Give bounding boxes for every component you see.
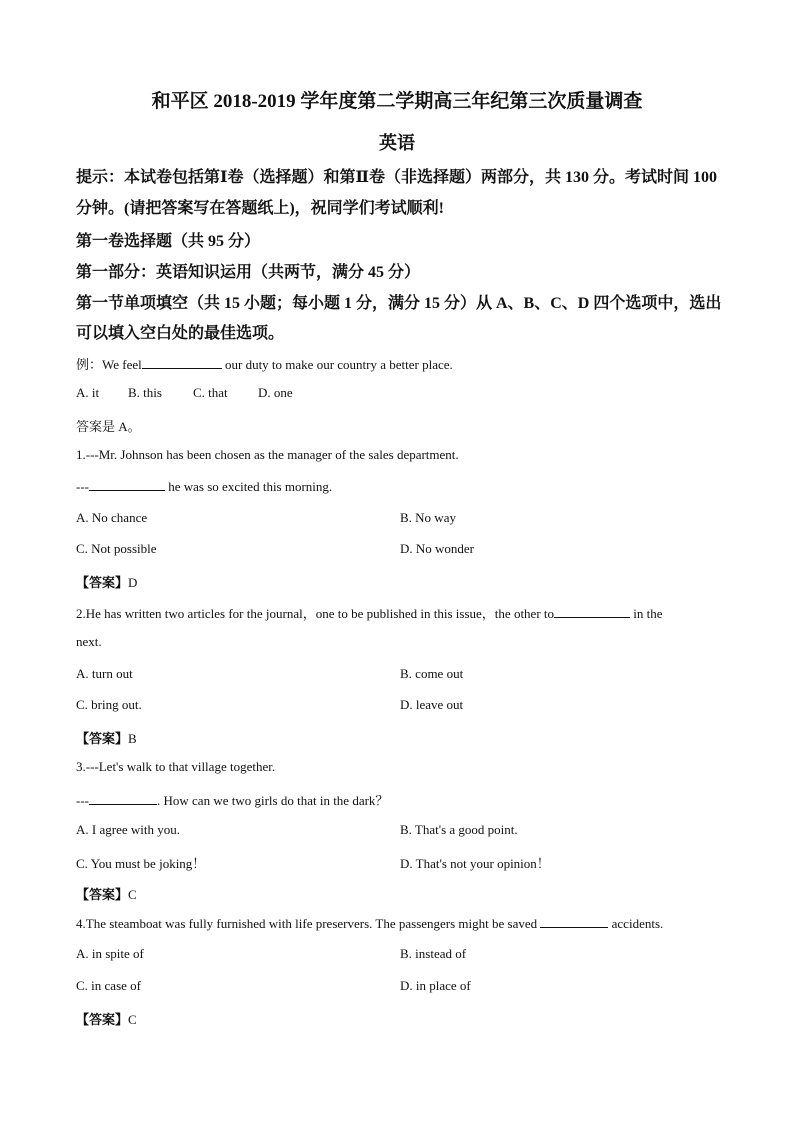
question-2-answer: [76, 728, 137, 747]
question-4-option-b: B. instead of: [400, 946, 467, 961]
answer-blank: [142, 356, 222, 369]
question-3-option-c: C. You must be joking！: [76, 856, 206, 871]
answer-value: D: [128, 575, 138, 590]
answer-value: B: [128, 731, 137, 746]
question-3-text-post: . How can we two girls do that in the dark？: [157, 793, 389, 808]
answer-tag: 【答案】: [76, 887, 129, 902]
section-heading-line-1: 第一节单项填空（共 15 小题；每小题 1 分，满分 15 分）从 A、B、C、D 四个选项中，选出: [76, 295, 722, 312]
answer-blank: [89, 478, 165, 491]
exam-title: 和平区 2018-2019 学年度第二学期高三年纪第三次质量调查: [151, 91, 643, 112]
example-option-a: A. it: [76, 385, 100, 400]
answer-blank: [554, 605, 630, 618]
question-1-answer: [76, 572, 137, 591]
example-option-b: B. this: [128, 385, 162, 400]
question-3-answer: [76, 884, 137, 903]
question-1-option-a: A. No chance: [76, 510, 148, 525]
answer-value: C: [128, 887, 137, 902]
question-4-option-c: C. in case of: [76, 978, 141, 993]
section-heading-line-2: 可以填入空白处的最佳选项。: [76, 325, 285, 342]
question-2-line-2: next.: [76, 634, 102, 649]
question-4-option-d: D. in place of: [400, 978, 471, 993]
example-answer: 答案是 A。: [76, 419, 141, 434]
question-1-line-2: [76, 478, 332, 495]
question-2-line-1: [76, 603, 663, 622]
answer-tag: 【答案】: [76, 1012, 129, 1027]
question-1-option-d: D. No wonder: [400, 541, 475, 556]
question-2-text-post: in the: [630, 606, 663, 621]
answer-blank: [540, 915, 608, 928]
part-heading: 第一部分：英语知识运用（共两节，满分 45 分）: [76, 264, 421, 281]
question-1-option-c: C. Not possible: [76, 541, 157, 556]
question-1-text-post: he was so excited this morning.: [165, 479, 333, 494]
example-option-d: D. one: [258, 385, 293, 400]
dialog-dash: ---: [76, 479, 89, 494]
answer-blank: [89, 792, 157, 805]
question-4-text-pre: 4.The steamboat was fully furnished with life preservers. The passengers might be saved: [76, 916, 538, 931]
question-3-option-d: D. That's not your opinion！: [400, 856, 550, 871]
question-2-option-b: B. come out: [400, 666, 464, 681]
question-2-option-a: A. turn out: [76, 666, 133, 681]
dialog-dash: ---: [76, 793, 89, 808]
answer-value: C: [128, 1012, 137, 1027]
question-4-option-a: A. in spite of: [76, 946, 144, 961]
answer-tag: 【答案】: [76, 731, 129, 746]
question-3-option-a: A. I agree with you.: [76, 822, 180, 837]
example-text-post: our duty to make our country a better place.: [221, 357, 453, 372]
answer-tag: 【答案】: [76, 575, 129, 590]
volume-heading: 第一卷选择题（共 95 分）: [76, 233, 261, 250]
example-option-c: C. that: [193, 385, 228, 400]
question-3-line-1: 3.---Let's walk to that village together.: [76, 759, 276, 774]
question-4-text-post: accidents.: [608, 916, 664, 931]
subject-title: 英语: [379, 133, 415, 153]
question-1-option-b: B. No way: [400, 510, 456, 525]
question-3-option-b: B. That's a good point.: [400, 822, 518, 837]
question-2-option-c: C. bring out.: [76, 697, 142, 712]
question-4-answer: [76, 1009, 137, 1028]
question-2-text-pre: 2.He has written two articles for the journal，one to be published in this issue，the other to: [76, 606, 555, 621]
instructions-line-1: 提示：本试卷包括第Ⅰ卷（选择题）和第Ⅱ卷（非选择题）两部分，共 130 分。考试时间 100: [76, 169, 717, 186]
instructions-line-2: 分钟。(请把答案写在答题纸上)，祝同学们考试顺利!: [76, 200, 444, 217]
question-4-line-1: [76, 915, 663, 932]
question-2-option-d: D. leave out: [400, 697, 464, 712]
example-question: [76, 354, 453, 373]
example-text-pre: 例：We feel: [76, 357, 142, 372]
question-3-line-2: [76, 790, 388, 809]
question-1-line-1: 1.---Mr. Johnson has been chosen as the manager of the sales department.: [76, 447, 459, 462]
